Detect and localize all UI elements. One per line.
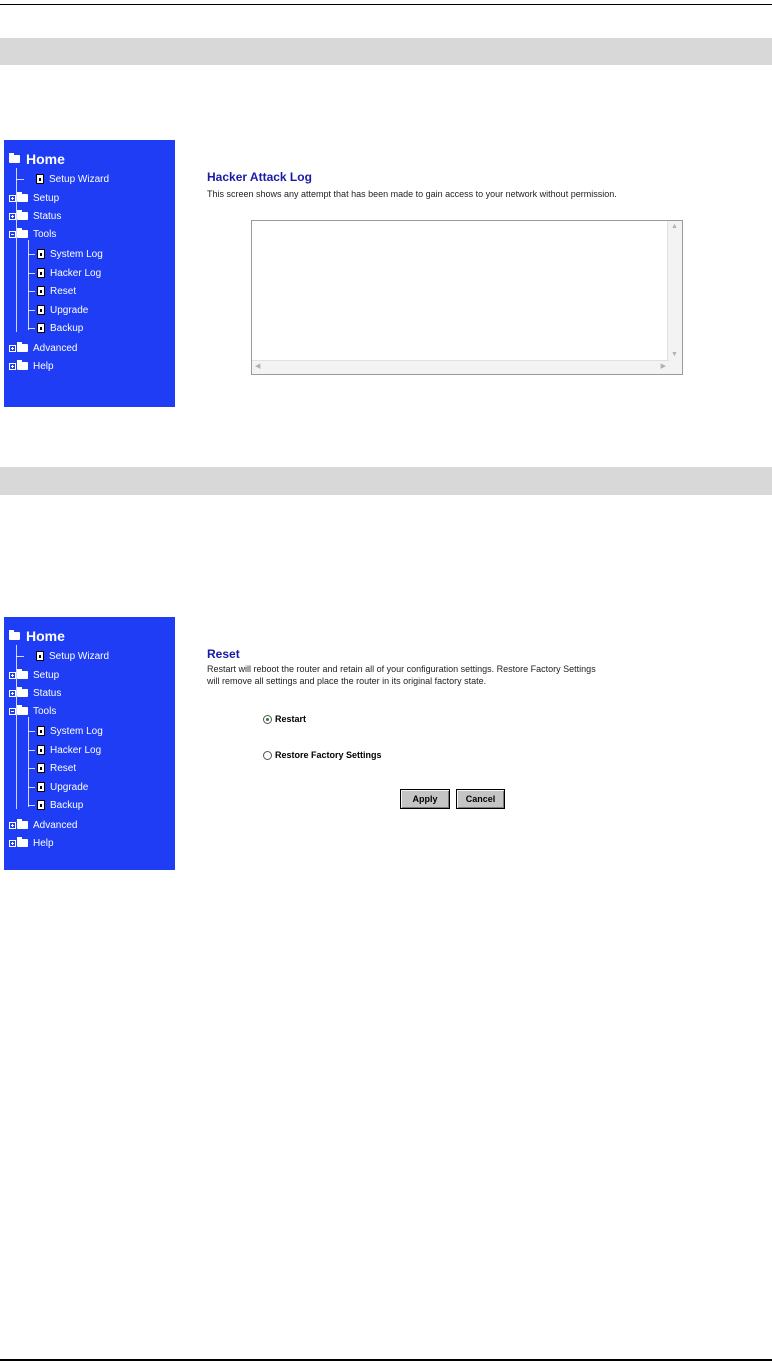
page-description: This screen shows any attempt that has been made to gain access to your network without permission. [207,189,617,199]
restore-factory-option[interactable]: Restore Factory Settings [263,750,382,760]
nav-item-help[interactable]: Help [9,358,54,374]
expand-plus-icon[interactable] [9,672,16,679]
page-icon [37,305,45,315]
sidebar-nav [4,617,175,870]
scrollbar-corner [668,361,682,374]
nav-item-status[interactable]: Status [9,685,61,701]
expand-plus-icon[interactable] [9,345,16,352]
page-icon [37,268,45,278]
folder-icon [17,821,28,829]
nav-item-hacker-log[interactable]: Hacker Log [28,742,101,758]
nav-item-reset[interactable]: Reset [28,760,76,776]
nav-item-tools[interactable]: Tools [9,226,56,242]
scroll-down-icon[interactable]: ▼ [671,351,678,358]
apply-button[interactable]: Apply [400,789,450,809]
nav-home[interactable]: Home [9,150,65,168]
hacker-log-textarea[interactable] [251,220,683,375]
nav-item-advanced[interactable]: Advanced [9,817,77,833]
nav-item-upgrade[interactable]: Upgrade [28,302,88,318]
nav-item-help[interactable]: Help [9,835,54,851]
nav-home[interactable]: Home [9,627,65,645]
page-title: Reset [207,647,240,661]
nav-item-advanced[interactable]: Advanced [9,340,77,356]
nav-item-backup[interactable]: Backup [28,797,83,813]
nav-item-backup[interactable]: Backup [28,320,83,336]
page-icon [37,782,45,792]
folder-icon [17,362,28,370]
nav-item-upgrade[interactable]: Upgrade [28,779,88,795]
expand-plus-icon[interactable] [9,822,16,829]
nav-tree [4,150,175,395]
page-icon [37,800,45,810]
nav-item-setup-wizard[interactable]: Setup Wizard [16,171,109,187]
page-icon [37,745,45,755]
page-icon [37,249,45,259]
collapse-minus-icon[interactable] [9,231,16,238]
nav-item-status[interactable]: Status [9,208,61,224]
restart-radio[interactable] [263,715,272,724]
nav-item-system-log[interactable]: System Log [28,246,103,262]
top-rule [0,4,772,5]
page-description: Restart will reboot the router and retain all of your configuration settings. Restore Factory Settings will remove all settings and place the router in its original factory state. [207,664,596,686]
folder-icon [17,839,28,847]
horizontal-scrollbar[interactable] [252,360,669,374]
restart-option[interactable]: Restart [263,714,306,724]
expand-plus-icon[interactable] [9,840,16,847]
page-icon [37,286,45,296]
folder-icon [17,671,28,679]
folder-icon [17,689,28,697]
page-icon [37,726,45,736]
bottom-rule [0,1359,772,1361]
folder-open-icon [9,632,20,640]
folder-icon [17,344,28,352]
page-icon [36,174,44,184]
nav-tree [4,627,175,872]
page-icon [37,763,45,773]
collapse-minus-icon[interactable] [9,708,16,715]
page-icon [37,323,45,333]
nav-item-setup[interactable]: Setup [9,190,59,206]
nav-item-system-log[interactable]: System Log [28,723,103,739]
page-icon [36,651,44,661]
nav-item-tools[interactable]: Tools [9,703,56,719]
scroll-left-icon[interactable]: ◀ [255,363,261,370]
restore-factory-radio[interactable] [263,751,272,760]
expand-plus-icon[interactable] [9,363,16,370]
page-title: Hacker Attack Log [207,170,312,184]
scroll-up-icon[interactable]: ▲ [671,223,678,230]
scroll-right-icon[interactable]: ▶ [660,363,666,370]
folder-open-icon [9,155,20,163]
vertical-scrollbar[interactable] [667,221,682,361]
expand-plus-icon[interactable] [9,690,16,697]
nav-item-setup-wizard[interactable]: Setup Wizard [16,648,109,664]
folder-icon [17,194,28,202]
expand-plus-icon[interactable] [9,195,16,202]
expand-plus-icon[interactable] [9,213,16,220]
folder-open-icon [17,230,28,238]
section-band [0,467,772,495]
nav-item-hacker-log[interactable]: Hacker Log [28,265,101,281]
section-band [0,38,772,65]
folder-open-icon [17,707,28,715]
nav-item-setup[interactable]: Setup [9,667,59,683]
cancel-button[interactable]: Cancel [456,789,505,809]
folder-icon [17,212,28,220]
nav-item-reset[interactable]: Reset [28,283,76,299]
sidebar-nav [4,140,175,407]
